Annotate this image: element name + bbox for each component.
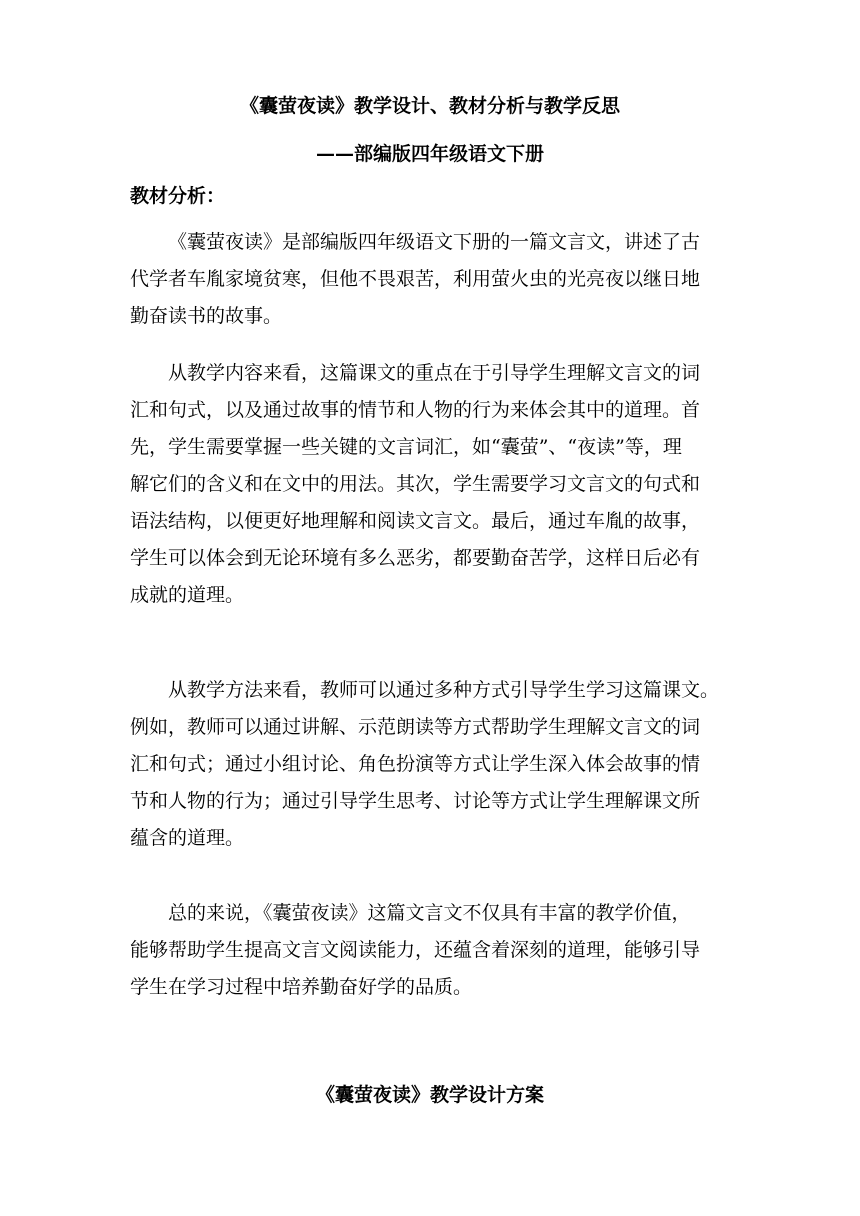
paragraph-line: 从教学内容来看，这篇课文的重点在于引导学生理解文言文的词: [168, 362, 701, 384]
paragraph-line: 汇和句式；通过小组讨论、角色扮演等方式让学生深入体会故事的情: [130, 753, 701, 775]
paragraph-line: 代学者车胤家境贫寒，但他不畏艰苦，利用萤火虫的光亮夜以继日地: [130, 268, 701, 290]
paragraph-line: 蕴含的道理。: [130, 827, 245, 849]
paragraph-content-analysis: [130, 355, 735, 614]
document-subtitle: ——部编版四年级语文下册: [315, 143, 544, 165]
paragraph-line: 从教学方法来看，教师可以通过多种方式引导学生学习这篇课文。: [168, 679, 720, 701]
paragraph-method-analysis: [130, 672, 735, 857]
section-heading: 教材分析：: [130, 185, 226, 207]
paragraph-line: 勤奋读书的故事。: [130, 305, 283, 327]
paragraph-line: 先，学生需要掌握一些关键的文言词汇，如“囊萤”、“夜读”等，理: [130, 436, 682, 458]
paragraph-line: 解它们的含义和在文中的用法。其次，学生需要学习文言文的句式和: [130, 473, 701, 495]
paragraph-line: 能够帮助学生提高文言文阅读能力，还蕴含着深刻的道理，能够引导: [130, 939, 701, 961]
paragraph-line: 总的来说，《囊萤夜读》这篇文言文不仅具有丰富的教学价值，: [168, 902, 691, 924]
paragraph-line: 例如，教师可以通过讲解、示范朗读等方式帮助学生理解文言文的词: [130, 716, 701, 738]
paragraph-line: 《囊萤夜读》是部编版四年级语文下册的一篇文言文，讲述了古: [168, 231, 701, 253]
paragraph-line: 语法结构，以便更好地理解和阅读文言文。最后，通过车胤的故事，: [130, 510, 701, 532]
paragraph-summary: [130, 895, 735, 1006]
section-title-design-plan: 《囊萤夜读》教学设计方案: [315, 1084, 544, 1106]
paragraph-intro: [130, 224, 735, 335]
paragraph-line: 成就的道理。: [130, 584, 245, 606]
paragraph-line: 学生在学习过程中培养勤奋好学的品质。: [130, 976, 473, 998]
paragraph-line: 汇和句式，以及通过故事的情节和人物的行为来体会其中的道理。首: [130, 399, 701, 421]
paragraph-line: 学生可以体会到无论环境有多么恶劣，都要勤奋苦学，这样日后必有: [130, 547, 701, 569]
document-title: 《囊萤夜读》教学设计、教材分析与教学反思: [239, 95, 620, 117]
paragraph-line: 节和人物的行为；通过引导学生思考、讨论等方式让学生理解课文所: [130, 790, 701, 812]
